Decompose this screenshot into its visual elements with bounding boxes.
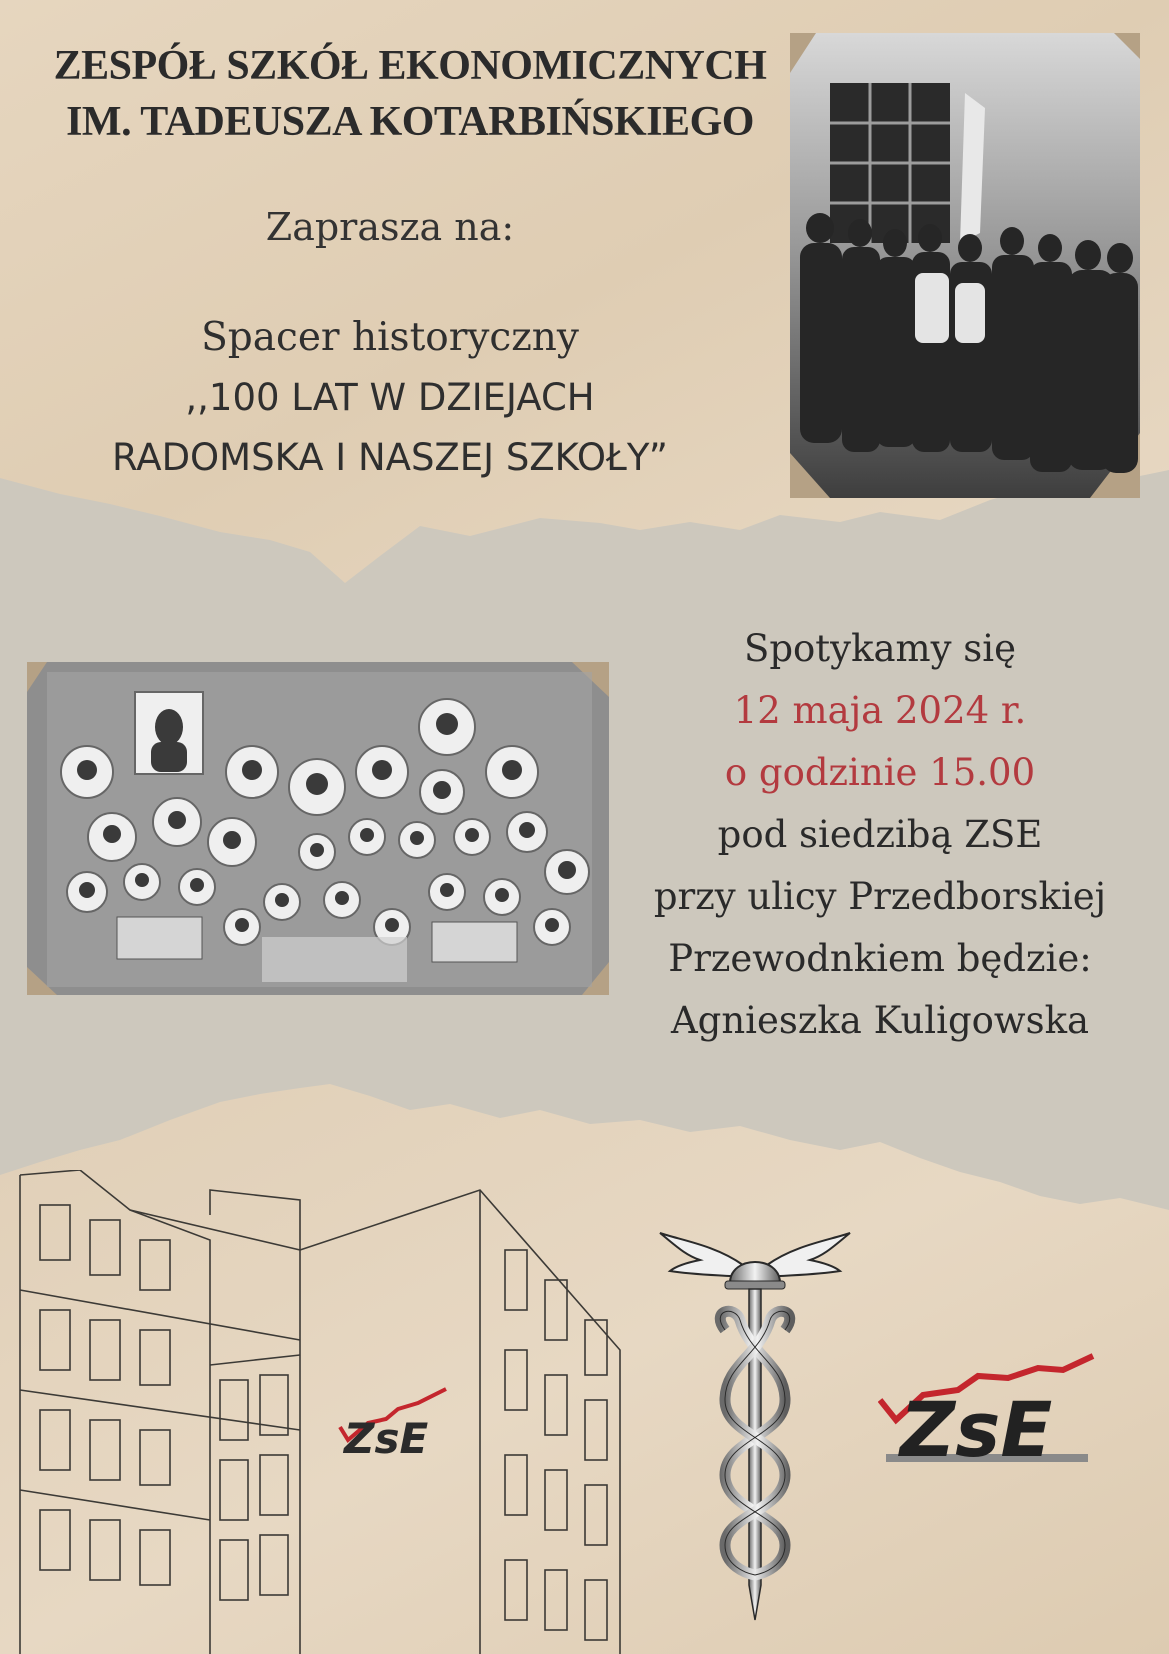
meeting-intro: Spotykamy się xyxy=(743,627,1017,670)
meeting-date: 12 maja 2024 r. xyxy=(733,689,1027,732)
caduceus-icon xyxy=(655,1225,855,1625)
meeting-place: pod siedzibą ZSE xyxy=(717,813,1043,856)
meeting-street: przy ulicy Przedborskiej xyxy=(653,875,1107,918)
school-name-line1: ZESPÓŁ SZKÓŁ EKONOMICZNYCH xyxy=(53,43,767,89)
event-title-line1: Spacer historyczny xyxy=(201,315,579,360)
guide-label: Przewodnkiem będzie: xyxy=(668,937,1092,980)
school-name-line2: IM. TADEUSZA KOTARBIŃSKIEGO xyxy=(66,99,754,145)
svg-text:ZsE: ZsE xyxy=(900,1385,1053,1470)
guide-name: Agnieszka Kuligowska xyxy=(670,999,1090,1042)
event-title-line3: RADOMSKA I NASZEJ SZKOŁY” xyxy=(112,436,668,479)
historic-group-photo xyxy=(790,33,1140,498)
meeting-time: o godzinie 15.00 xyxy=(724,751,1036,794)
event-title xyxy=(10,308,770,488)
zse-logo-small xyxy=(338,1385,448,1460)
school-building-sketch xyxy=(0,1170,640,1654)
graduation-collage-photo xyxy=(27,662,609,995)
school-name xyxy=(20,38,800,150)
svg-text:ZsE: ZsE xyxy=(344,1414,429,1460)
invite-text: Zaprasza na: xyxy=(265,205,515,249)
event-title-line2: ,,100 LAT W DZIEJACH xyxy=(185,376,595,419)
zse-logo xyxy=(878,1350,1098,1470)
meeting-details xyxy=(615,618,1145,1052)
